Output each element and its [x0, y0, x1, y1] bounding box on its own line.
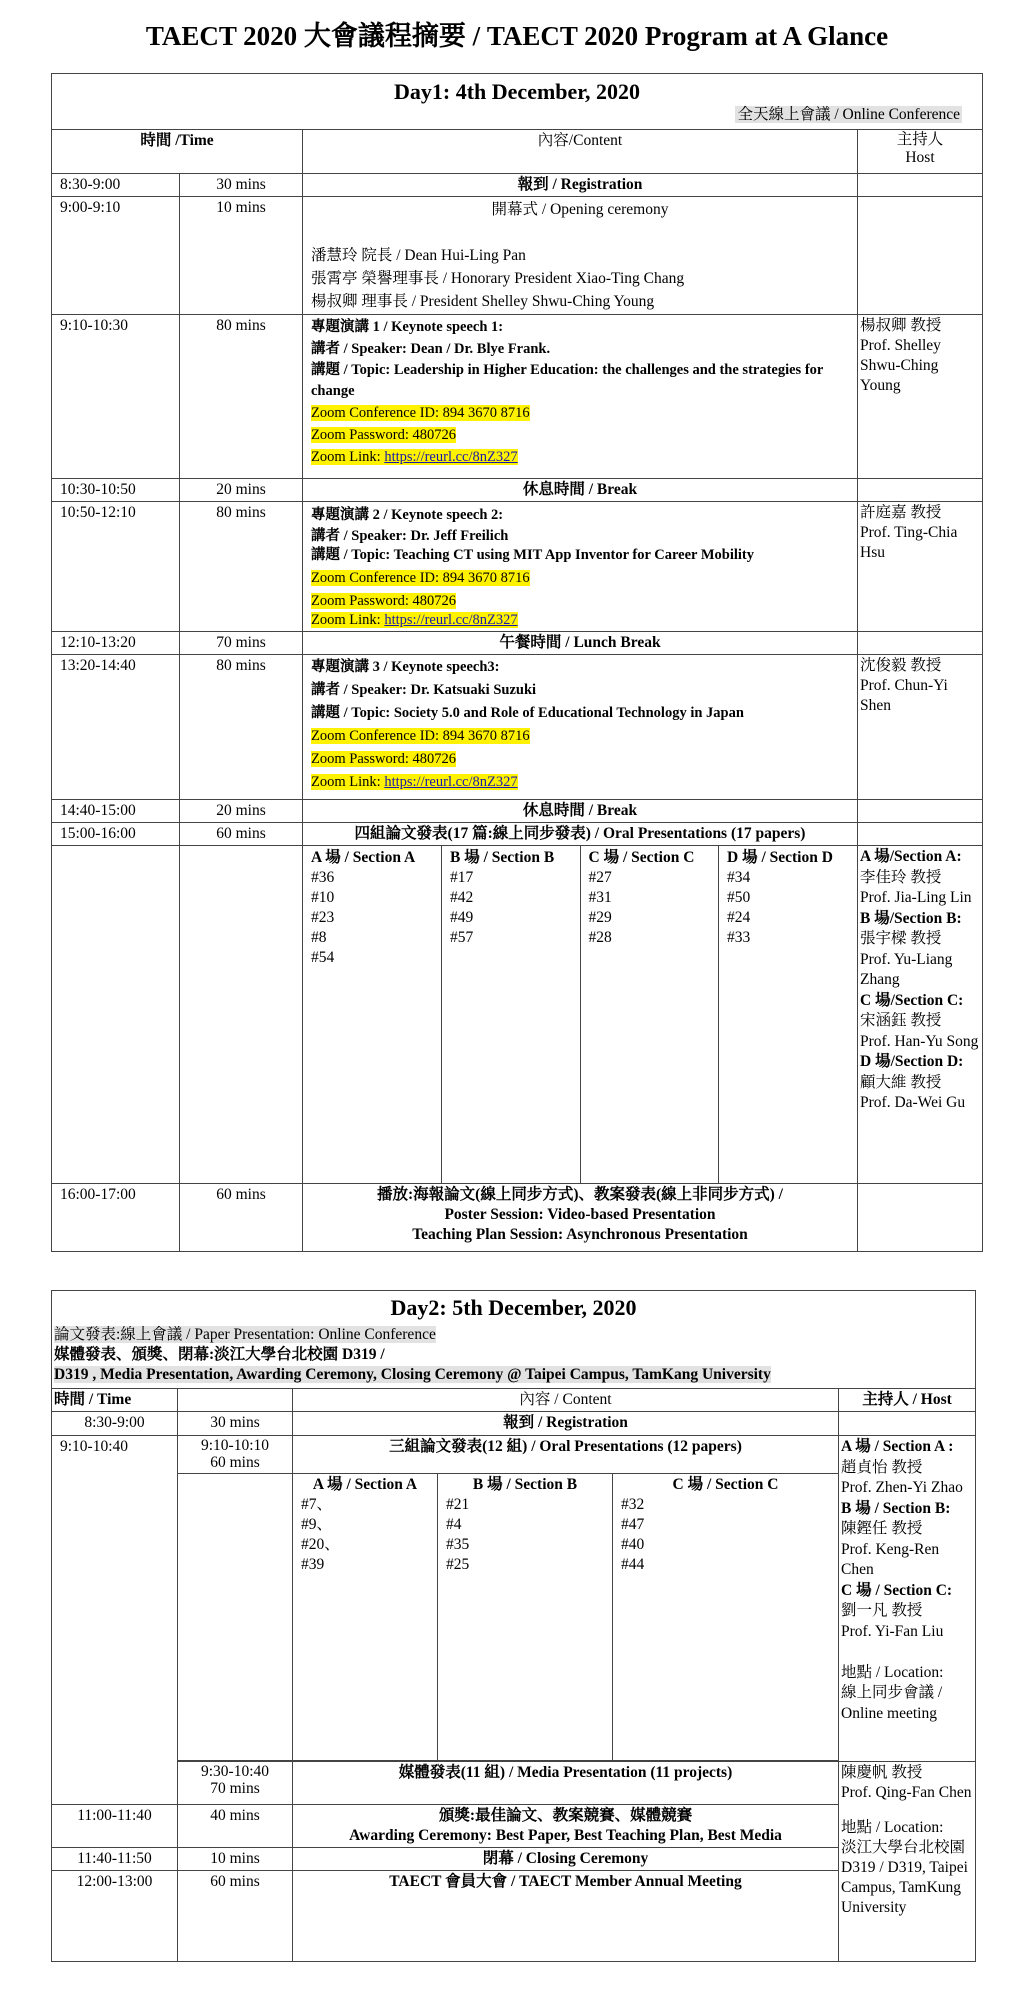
paper-id: #44 [621, 1556, 645, 1573]
keynote3-cell: 專題演講 3 / Keynote speech3: 講者 / Speaker: Dr. Katsuaki Suzuki 講題 / Topic: Society 5.0 and Role of Educational Technology in Japan Zoom Conference ID: 894 3670 8716 Zoom Password: 480726 Zoom Link: https://reurl.cc/8nZ327 [303, 655, 858, 800]
section-c-column: C 場 / Section C #27 #31 #29 #28 [580, 846, 719, 1183]
break-cell: 休息時間 / Break [303, 800, 858, 823]
paper-id: #40 [621, 1536, 645, 1553]
time-cell: 9:10-10:40 [52, 1436, 178, 1805]
col-content-header: 內容/Content [303, 130, 858, 174]
day1-heading: Day1: 4th December, 2020 [394, 79, 641, 104]
col-host-header: 主持人 / Host [839, 1389, 976, 1412]
registration-cell: 報到 / Registration [303, 174, 858, 197]
paper-id: #23 [311, 909, 335, 926]
keynote1-cell: 專題演講 1 / Keynote speech 1: 講者 / Speaker: Dean / Dr. Blye Frank. 講題 / Topic: Leadership in Higher Education: the challenges and the strategies for change Zoom Conference ID: 894 3670 8716 Zoom Password: 480726 Zoom Link: https://reurl.cc/8nZ327 [303, 315, 858, 479]
registration-cell: 報到 / Registration [293, 1412, 839, 1436]
zoom-password: Zoom Password: 480726 [311, 427, 456, 443]
paper-id: #35 [446, 1536, 470, 1553]
day1-sections [303, 846, 858, 1184]
paper-id: #42 [450, 889, 474, 906]
media-presentation-cell: 媒體發表(11 組) / Media Presentation (11 projects) [293, 1762, 839, 1805]
location-host-cell: 地點 / Location: 淡江大學台北校園 D319 / D319, Taipei Campus, TamKung University [839, 1804, 976, 1961]
paper-id: #9、 [301, 1516, 333, 1533]
closing-cell: 閉幕 / Closing Ceremony [293, 1847, 839, 1870]
paper-id: #49 [450, 909, 474, 926]
lunch-cell: 午餐時間 / Lunch Break [303, 632, 858, 655]
paper-id: #4 [446, 1516, 462, 1533]
section-c-column: C 場 / Section C #32 #47 #40 #44 [613, 1474, 839, 1761]
day2-header: Day2: 5th December, 2020 論文發表:線上會議 / Paper Presentation: Online Conference 媒體發表、頒獎、閉幕:淡江大學台北校園 D319 / D319 , Media Presentation, Awarding Ceremony, Closing Ceremony @ Taipei Campus, TamKang University [52, 1291, 976, 1389]
paper-id: #32 [621, 1496, 645, 1513]
host-cell: 許庭嘉 教授 Prof. Ting-Chia Hsu [858, 502, 983, 632]
paper-id: #33 [727, 929, 751, 946]
awarding-cell: 頒獎:最佳論文、教案競賽、媒體競賽 Awarding Ceremony: Best Paper, Best Teaching Plan, Best Media [293, 1804, 839, 1847]
paper-id: #7、 [301, 1496, 333, 1513]
paper-id: #28 [588, 929, 612, 946]
zoom-id: Zoom Conference ID: 894 3670 8716 [311, 405, 530, 421]
break-cell: 休息時間 / Break [303, 479, 858, 502]
section-hosts-cell: A 場/Section A: 李佳玲 教授 Prof. Jia-Ling Lin B 場/Section B: 張宇樑 教授 Prof. Yu-Liang Zhang C 場/Section C: 宋涵鈺 教授 Prof. Han-Yu Song D 場/Section D: 顧大維 教授 Prof. Da-Wei Gu [858, 846, 983, 1184]
day2-sub: 論文發表:線上會議 / Paper Presentation: Online Conference [54, 1326, 436, 1343]
day1-header [52, 74, 983, 130]
host-cell: 沈俊毅 教授 Prof. Chun-Yi Shen [858, 655, 983, 800]
paper-id: #34 [727, 869, 751, 886]
paper-id: #31 [588, 889, 612, 906]
zoom-link[interactable]: https://reurl.cc/8nZ327 [384, 449, 518, 465]
paper-id: #39 [301, 1556, 325, 1573]
paper-id: #54 [311, 949, 335, 966]
host-cell: 楊叔卿 教授 Prof. Shelley Shwu-Ching Young [858, 315, 983, 479]
paper-id: #21 [446, 1496, 470, 1513]
page-title: TAECT 2020 大會議程摘要 / TAECT 2020 Program at A Glance [145, 21, 889, 51]
duration-cell: 80 mins [180, 315, 303, 479]
oral-presentations-cell: 四組論文發表(17 篇:線上同步發表) / Oral Presentations (17 papers) [303, 823, 858, 846]
col-time-header: 時間 / Time [52, 1389, 178, 1412]
paper-id: #29 [588, 909, 612, 926]
section-b-column: B 場 / Section B #21 #4 #35 #25 [438, 1474, 613, 1761]
day2-table: Day2: 5th December, 2020 論文發表:線上會議 / Paper Presentation: Online Conference 媒體發表、頒獎、閉幕:淡江大學台北校園 D319 / D319 , Media Presentation, Awarding Ceremony, Closing Ceremony @ Taipei Campus, TamKang University 時間 / Time 內容 / Content 主持人 / Host 8:30-9:00 30 mins 報到 / Registration 9:10-10:40 9:10-10:10 60 mins 三組論文發表(12 組) / Oral Presentations (12 papers) A 場 / Section A : 趙貞怡 教授 Prof. Zhen-Yi Zhao B 場 / Section B: 陳鏗任 教授 Prof. Keng-Ren Chen C 場 / Section C: 劉一凡 教授 Prof. Yi-Fan Liu 地點 / Location: 線上同步會議 / Online meeting A 場 / Section A #7、 #9、 #20、 #39 B 場 / Section B #21 #4 #35 #25 C 場 / Section C #32 #47 #40 #44 9:30-10:40 70 mins 媒體發表(11 組) / Media Presentation (11 projects) 陳慶帆 教授 Prof. Qing-Fan Chen 11:00-11:40 40 mins 頒獎:最佳論文、教案競賽、媒體競賽 Awarding Ceremony: Best Paper, Best Teaching Plan, Best Media 地點 / Location: 淡江大學台北校園 D319 / D319, Taipei Campus, TamKung University 11:40-11:50 10 mins 閉幕 / Closing Ceremony 12:00-13:00 60 mins TAECT 會員大會 / TAECT Member Annual Meeting [51, 1290, 976, 1962]
paper-id: #47 [621, 1516, 645, 1533]
paper-id: #20、 [301, 1536, 340, 1553]
section-b-column: B 場 / Section B #17 #42 #49 #57 [442, 846, 581, 1183]
time-cell: 9:00-9:10 [52, 197, 180, 315]
time-cell: 8:30-9:00 [52, 174, 180, 197]
host-cell: 陳慶帆 教授 Prof. Qing-Fan Chen [839, 1762, 976, 1805]
paper-id: #27 [588, 869, 612, 886]
duration-cell: 30 mins [180, 174, 303, 197]
duration-cell: 10 mins [180, 197, 303, 315]
zoom-link[interactable]: https://reurl.cc/8nZ327 [384, 774, 518, 790]
paper-id: #50 [727, 889, 751, 906]
section-d-column: D 場 / Section D #34 #50 #24 #33 [719, 846, 858, 1183]
time-cell: 9:10-10:30 [52, 315, 180, 479]
col-host-header: 主持人 Host [858, 130, 983, 174]
paper-id: #36 [311, 869, 335, 886]
section-a-column: A 場 / Section A #36 #10 #23 #8 #54 [303, 846, 442, 1183]
paper-id: #24 [727, 909, 751, 926]
day1-subheading: 全天線上會議 / Online Conference [737, 106, 961, 123]
day1-table: Day1: 4th December, 2020 全天線上會議 / Online Conference 時間 /Time 內容/Content 主持人 Host 8:30-9:00 30 mins 報到 / Registration 9:00-9:10 10 mins 開幕式 / Opening ceremony 潘慧玲 院長 / Dean Hui-Ling Pan 張霄亭 榮譽理事長 / Honorary President Xiao-Ting Chang 楊叔卿 理事長 / President Shelley Shwu-Ching Young 9:10-10:30 80 mins 專題演講 1 / Keynote speech 1: 講者 / Speaker: Dean / Dr. Blye Frank. 講題 / Topic: Leadership in Higher Education: the challenges and the strategies for change Zoom Conference ID: 894 3670 8716 Zoom Password: 480726 Zoom Link: https://reurl.cc/8nZ327 楊叔卿 教授 Prof. Shelley Shwu-Ching Young 10:30-10:50 20 mins 休息時間 / Break 10:50-12:10 80 mins 專題演講 2 / Keynote speech 2: 講者 / Speaker: Dr. Jeff Freilich 講題 / Topic: Teaching CT using MIT App Inventor for Career Mobility Zoom Conference ID: 894 3670 8716 Zoom Password: 480726 Zoom Link: https://reurl.cc/8nZ327 許庭嘉 教授 Prof. Ting-Chia Hsu 12:10-13:20 70 mins 午餐時間 / Lunch Break 13:20-14:40 80 mins 專題演講 3 / Keynote speech3: 講者 / Speaker: Dr. Katsuaki Suzuki 講題 / Topic: Society 5.0 and Role of Educational Technology in Japan Zoom Conference ID: 894 3670 8716 Zoom Password: 480726 Zoom Link: https://reurl.cc/8nZ327 沈俊毅 教授 Prof. Chun-Yi Shen 14:40-15:00 20 mins 休息時間 / Break 15:00-16:00 60 mins 四組論文發表(17 篇:線上同步發表) / Oral Presentations (17 papers) A 場 / Section A #36 #10 #23 #8 #54 B 場 / Section B #17 #42 #49 #57 C 場 / Section C #27 #31 #29 #28 D 場 / Section D #34 #50 #24 #33 A 場/Section A: 李佳玲 教授 Prof. Jia-Ling Lin B 場/Section B: 張宇樑 教授 Prof. Yu-Liang Zhang C 場/Section C: 宋涵鈺 教授 Prof. Han-Yu Song D 場/Section D: 顧大維 教授 Prof. Da-Wei Gu 16:00-17:00 60 mins 播放:海報論文(線上同步方式)、教案發表(線上非同步方式) / Poster Session: Video-based Presentation Teaching Plan Session: Asynchronous Presentation [51, 73, 983, 1252]
paper-id: #17 [450, 869, 474, 886]
opening-cell: 開幕式 / Opening ceremony 潘慧玲 院長 / Dean Hui-Ling Pan 張霄亭 榮譽理事長 / Honorary President Xiao-Ting Chang 楊叔卿 理事長 / President Shelley Shwu-Ching Young [303, 197, 858, 315]
poster-session-cell: 播放:海報論文(線上同步方式)、教案發表(線上非同步方式) / Poster Session: Video-based Presentation Teaching Plan Session: Asynchronous Presentation [303, 1184, 858, 1252]
paper-id: #8 [311, 929, 327, 946]
paper-id: #25 [446, 1556, 470, 1573]
paper-id: #57 [450, 929, 474, 946]
keynote2-cell: 專題演講 2 / Keynote speech 2: 講者 / Speaker: Dr. Jeff Freilich 講題 / Topic: Teaching CT using MIT App Inventor for Career Mobility Zoom Conference ID: 894 3670 8716 Zoom Password: 480726 Zoom Link: https://reurl.cc/8nZ327 [303, 502, 858, 632]
col-time-header: 時間 /Time [52, 130, 303, 174]
oral-presentations-cell: 三組論文發表(12 組) / Oral Presentations (12 papers) [293, 1436, 839, 1474]
paper-id: #10 [311, 889, 335, 906]
zoom-link[interactable]: https://reurl.cc/8nZ327 [384, 612, 518, 628]
section-a-column: A 場 / Section A #7、 #9、 #20、 #39 [293, 1474, 438, 1761]
member-meeting-cell: TAECT 會員大會 / TAECT Member Annual Meeting [293, 1870, 839, 1961]
col-content-header: 內容 / Content [293, 1389, 839, 1412]
day2-hosts-cell: A 場 / Section A : 趙貞怡 教授 Prof. Zhen-Yi Zhao B 場 / Section B: 陳鏗任 教授 Prof. Keng-Ren Chen C 場 / Section C: 劉一凡 教授 Prof. Yi-Fan Liu 地點 / Location: 線上同步會議 / Online meeting [839, 1436, 976, 1762]
sections-grid [303, 846, 857, 1183]
